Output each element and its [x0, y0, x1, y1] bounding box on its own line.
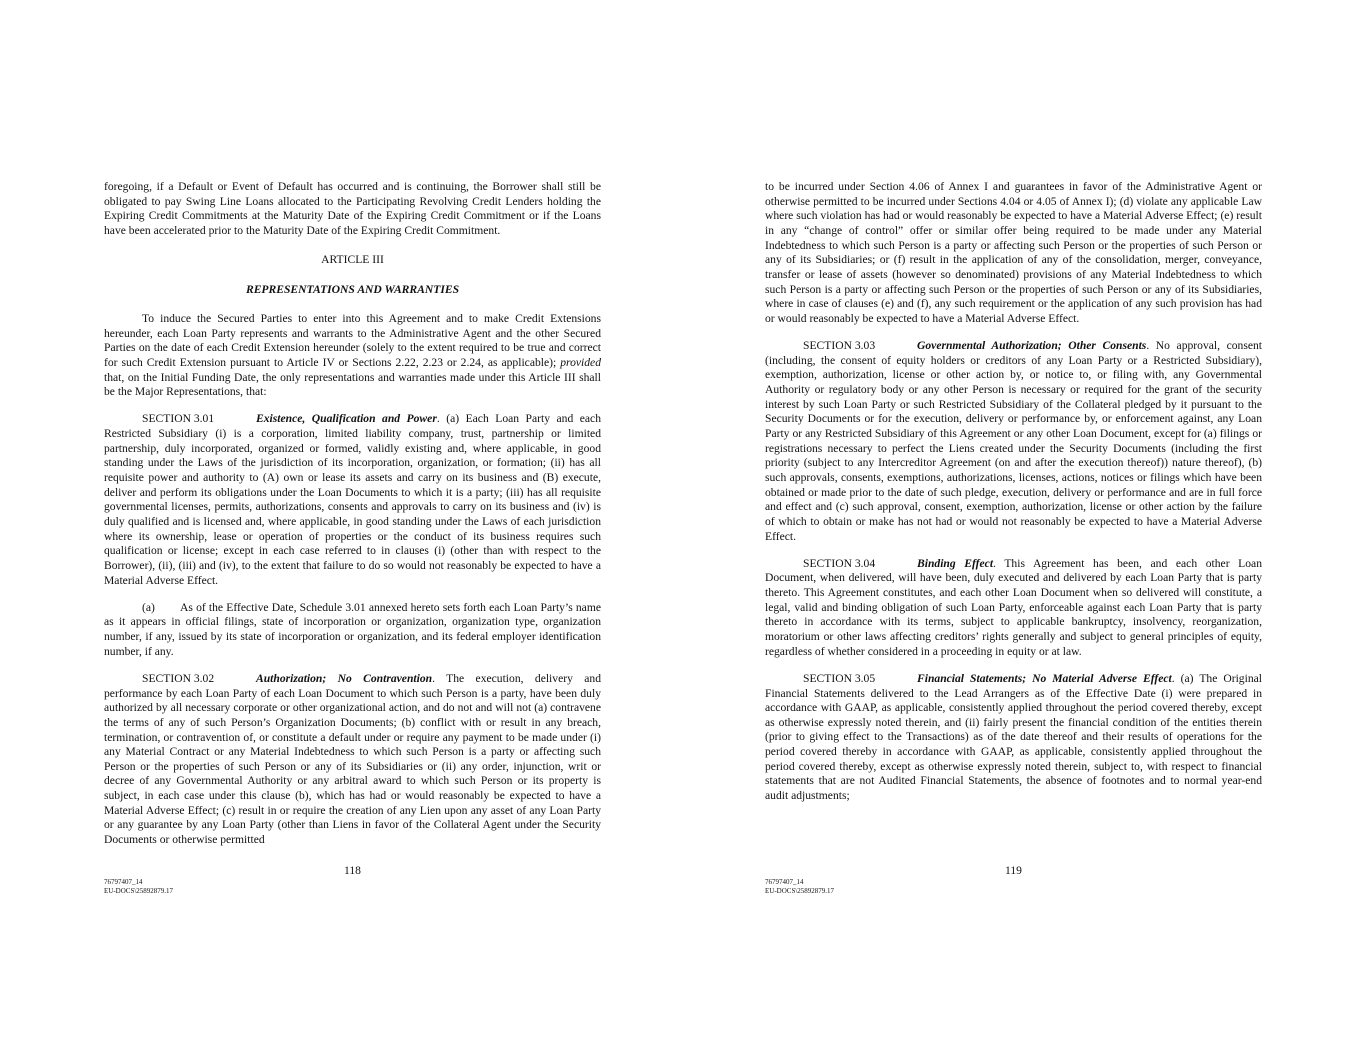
intro-provided: provided: [560, 355, 601, 369]
footer-doc-id: 76797407_14: [104, 878, 143, 886]
page-number: 119: [1005, 864, 1022, 877]
section-text: . This Agreement has been, and each other Loan Document, when delivered, will have been, duly executed and delivered by each Loan Party that is party thereto. This Agreement constitutes, and each other Loan Document when so delivered will constitute, a legal, valid and binding obligation of such Loan Party, enforceable against each Loan Party that is party thereto in accordance with its terms, subject to applicable bankruptcy, insolvency, reorganization, moratorium or other laws affecting creditors’ rights generally and subject to general principles of equity, regardless of whether considered in a proceeding in equity or at law.: [765, 556, 1262, 658]
section-text: . (a) Each Loan Party and each Restricted Subsidiary (i) is a corporation, limited liability company, trust, partnership or limited partnership, duly incorporated, organized or formed, validly existing and, where applicable, in good standing under the Laws of the jurisdiction of its incorporation, organization, or formation; (ii) has all requisite power and authority to (A) own or lease its assets and carry on its business and (B) execute, deliver and perform its obligations under the Loan Documents to which it is a party; (iii) has all requisite governmental licenses, permits, authorizations, consents and approvals to carry on its business and (iv) is duly qualified and is licensed and, where applicable, in good standing under the Laws of each jurisdiction where its ownership, lease or operation of properties or the conduct of its business requires such qualification or license; except in each case referred to in clauses (i) (other than with respect to the Borrower), (ii), (iii) and (iv), to the extent that failure to do so would not reasonably be expected to have a Material Adverse Effect.: [104, 412, 601, 587]
clause-text: As of the Effective Date, Schedule 3.01 annexed hereto sets forth each Loan Party’s name as it appears in official filings, state of incorporation or organization, organization type, organization number, if any, issued by its state of incorporation or organization, and its federal employer identification number, if any.: [104, 600, 601, 658]
paragraph-continuation: foregoing, if a Default or Event of Default has occurred and is continuing, the Borrower shall still be obligated to pay Swing Line Loans allocated to the Participating Revolving Credit Lenders holding the Expiring Credit Commitments at the Maturity Date of the Expiring Credit Commitment or if the Loans have been accelerated prior to the Maturity Date of the Expiring Credit Commitment.: [104, 180, 601, 237]
section-number: SECTION 3.02: [142, 671, 215, 685]
footer-doc-ref: EU-DOCS\25892879.17: [104, 887, 174, 895]
section-title: Binding Effect: [917, 556, 994, 570]
section-text: . The execution, delivery and performance by each Loan Party of each Loan Document to which such Person is a party, have been duly authorized by all necessary corporate or other organizational action, and do not and will not (a) contravene the terms of any of such Person’s Organization Documents; (b) conflict with or result in any breach, termination, or contravention of, or constitute a default under or require any payment to be made under (i) any Material Contract or any Material Indebtedness to which such Person is a party or affecting such Person or the properties of such Person or any of its Subsidiaries or (ii) any order, injunction, writ or decree of any Governmental Authority or any arbitral award to which such Person or its property is subject, in each case under this clause (b), which has had or would reasonably be expected to have a Material Adverse Effect; (c) result in or require the creation of any Lien upon any asset of any Loan Party or any guarantee by any Loan Party (other than Liens in favor of the Collateral Agent under the Security Documents or otherwise permitted: [104, 671, 601, 847]
page-number: 118: [344, 864, 361, 877]
section-3-01: [104, 412, 601, 588]
section-text: . (a) The Original Financial Statements delivered to the Lead Arrangers as of the Effective Date (i) were prepared in accordance with GAAP, as applicable, consistently applied throughout the period covered thereby, except as otherwise expressly noted therein, and (ii) fairly present the financial condition of the entities therein (prior to giving effect to the Transactions) as of the date thereof and their results of operations for the period covered thereby in accordance with GAAP, as applicable, consistently applied throughout the period covered thereby, except as otherwise expressly noted therein, subject to, with respect to financial statements that are not Audited Financial Statements, the absence of footnotes and to normal year-end audit adjustments;: [765, 671, 1262, 803]
intro-text-b: that, on the Initial Funding Date, the only representations and warranties made under this Article III shall be the Major Representations, that:: [104, 370, 601, 399]
section-number: SECTION 3.01: [142, 412, 215, 426]
right-page: [765, 180, 1262, 816]
clause-label: (a): [142, 600, 155, 614]
footer-doc-ref: EU-DOCS\25892879.17: [765, 887, 835, 895]
section-number: SECTION 3.04: [803, 556, 876, 570]
section-number: SECTION 3.03: [803, 339, 876, 353]
paragraph-intro: [104, 312, 601, 400]
footer-doc-id: 76797407_14: [765, 878, 804, 886]
section-3-02: [104, 672, 601, 848]
section-title: Existence, Qualification and Power: [256, 412, 437, 426]
paragraph-continuation: to be incurred under Section 4.06 of Annex I and guarantees in favor of the Administrative Agent or otherwise permitted to be incurred under Sections 4.04 or 4.05 of Annex I); (d) violate any applicable Law where such violation has had or would reasonably be expected to have a Material Adverse Effect; (e) result in any “change of control” offer or similar offer being required to be made under any Material Indebtedness to which such Person is a party or affecting such Person or the properties of such Person or any of its Subsidiaries; or (f) result in the application of any of the consolidation, merger, conveyance, transfer or lease of assets (however so denominated) provisions of any Material Indebtedness to which such Person is a party or affecting such Person or the properties of such Person or any of its Subsidiaries, where in case of clauses (e) and (f), any such requirement or the application of any such provision has had or would reasonably be expected to have a Material Adverse Effect.: [765, 180, 1262, 325]
article-heading: ARTICLE III: [321, 252, 384, 266]
section-3-03: [765, 339, 1262, 544]
section-number: SECTION 3.05: [803, 671, 876, 685]
section-3-04: [765, 557, 1262, 660]
section-text: . No approval, consent (including, the consent of equity holders or creditors of any Loan Party or a Restricted Subsidiary), exemption, authorization, license or other action by, or notice to, or filing with, any Governmental Authority or regulatory body or any other Person is necessary or required for the grant of the security interest by such Loan Party or such Restricted Subsidiary of the Collateral pledged by it pursuant to the Security Documents or for the execution, delivery or performance by, or enforcement against, any Loan Party or any Restricted Subsidiary of this Agreement or any other Loan Document, except for (a) filings or registrations necessary to perfect the Liens created under the Security Documents (including the first priority (subject to any Intercreditor Agreement (on and after the execution thereof)) nature thereof), (b) such approvals, consents, exemptions, authorizations, licenses, actions, notices or filings which have been obtained or made prior to the date of such pledge, execution, delivery or performance and are in full force and effect and (c) such approval, consent, exemption, authorization, license or other action by the failure of which to obtain or make has not had or would not reasonably be expected to have a Material Adverse Effect.: [765, 339, 1262, 543]
left-page: [104, 180, 601, 860]
section-title: Authorization; No Contravention: [256, 671, 433, 685]
paragraph-a: [104, 601, 601, 660]
article-title: REPRESENTATIONS AND WARRANTIES: [245, 283, 460, 297]
doc-footer: [104, 878, 173, 896]
section-title: Financial Statements; No Material Adverse Effect: [917, 671, 1172, 685]
section-3-05: [765, 672, 1262, 804]
intro-text-a: To induce the Secured Parties to enter into this Agreement and to make Credit Extensions hereunder, each Loan Party represents and warrants to the Administrative Agent and the other Secured Parties on the date of each Credit Extension hereunder (solely to the extent required to be true and correct for such Credit Extension pursuant to Article IV or Sections 2.22, 2.23 or 2.24, as applicable);: [104, 311, 601, 369]
doc-footer: [765, 878, 834, 896]
section-title: Governmental Authorization; Other Consents: [917, 339, 1147, 353]
